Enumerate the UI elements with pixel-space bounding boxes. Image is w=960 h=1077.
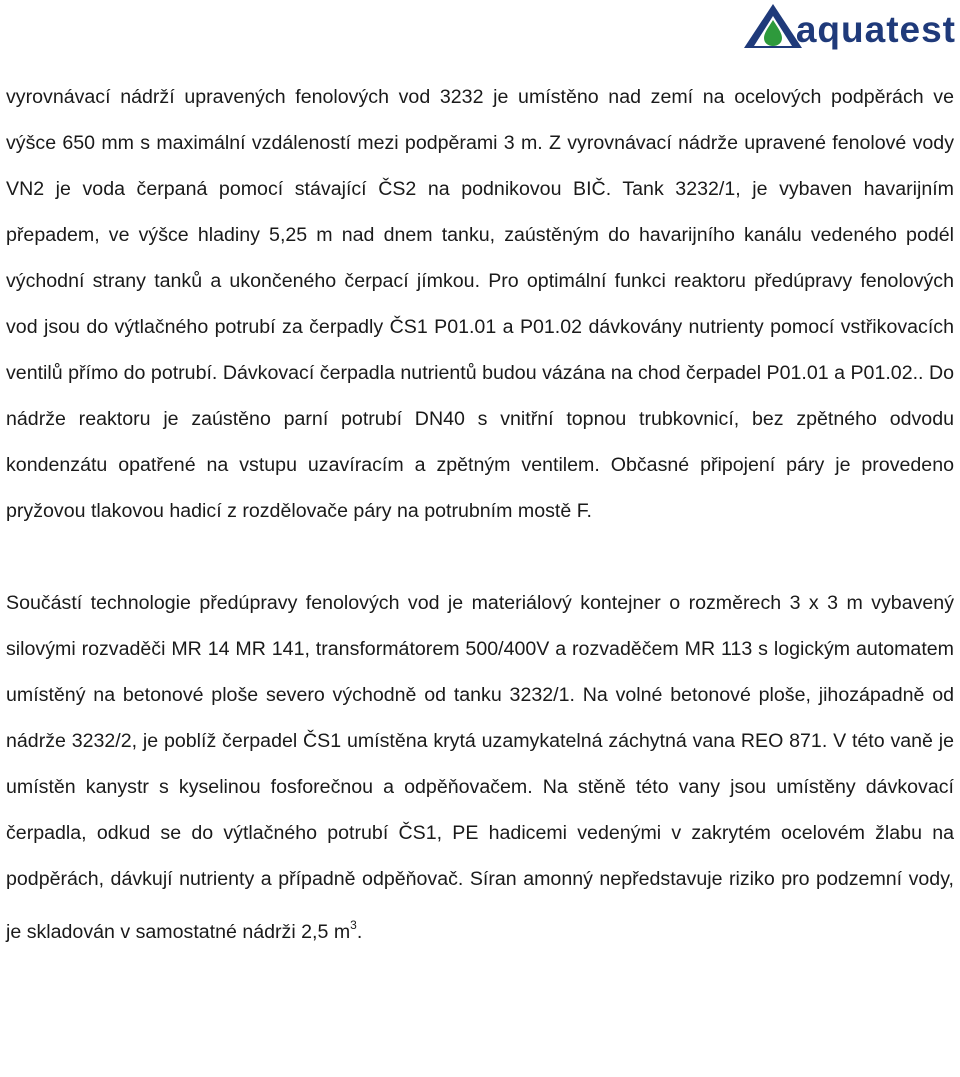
paragraph-2: [6, 580, 954, 955]
paragraph-2-tail: .: [356, 921, 363, 943]
paragraph-2-text: Součástí technologie předúpravy fenolových vod je materiálový kontejner o rozměrech 3 x 3 m vybavený silovými rozvaděči MR 14 MR 141, transformátorem 500/400V a rozvaděčem MR 113 s logickým automatem umístěný na betonové ploše severo východně od tanku 3232/1. Na volné betonové ploše, jihozápadně od nádrže 3232/2, je poblíž čerpadel ČS1 umístěna krytá uzamykatelná záchytná vana REO 871. V této vaně je umístěn kanystr s kyselinou fosforečnou a odpěňovačem. Na stěně této vany jsou umístěny dávkovací čerpadla, odkud se do výtlačného potrubí ČS1, PE hadicemi vedenými v zakrytém ocelovém žlabu na podpěrách, dávkují nutrienty a případně odpěňovač. Síran amonný nepředstavuje riziko pro podzemní vody, je skladován v samostatné nádrži 2,5 m: [6, 592, 954, 943]
mountain-drop-icon: [742, 2, 804, 50]
paragraph-1-text: vyrovnávací nádrží upravených fenolových vod 3232 je umístěno nad zemí na ocelových podpěrách ve výšce 650 mm s maximální vzdáleností mezi podpěrami 3 m. Z vyrovnávací nádrže upravené fenolové vody VN2 je voda čerpaná pomocí stávající ČS2 na podnikovou BIČ. Tank 3232/1, je vybaven havarijním přepadem, ve výšce hladiny 5,25 m nad dnem tanku, zaústěným do havarijního kanálu vedeného podél východní strany tanků a ukončeného čerpací jímkou. Pro optimální funkci reaktoru předúpravy fenolových vod jsou do výtlačného potrubí za čerpadly ČS1 P01.01 a P01.02 dávkovány nutrienty pomocí vstřikovacích ventilů přímo do potrubí. Dávkovací čerpadla nutrientů budou vázána na chod čerpadel P01.01 a P01.02.. Do nádrže reaktoru je zaústěno parní potrubí DN40 s vnitřní topnou trubkovnicí, bez zpětného odvodu kondenzátu opatřené na vstupu uzavíracím a zpětným ventilem. Občasné připojení páry je provedeno pryžovou tlakovou hadicí z rozdělovače páry na potrubním mostě F.: [6, 86, 954, 522]
aquatest-logo: [742, 2, 956, 50]
paragraph-1: [6, 74, 954, 534]
document-body: [6, 74, 954, 955]
superscript-cubed: 3: [350, 918, 357, 932]
logo-wordmark: aquatest: [795, 9, 956, 50]
